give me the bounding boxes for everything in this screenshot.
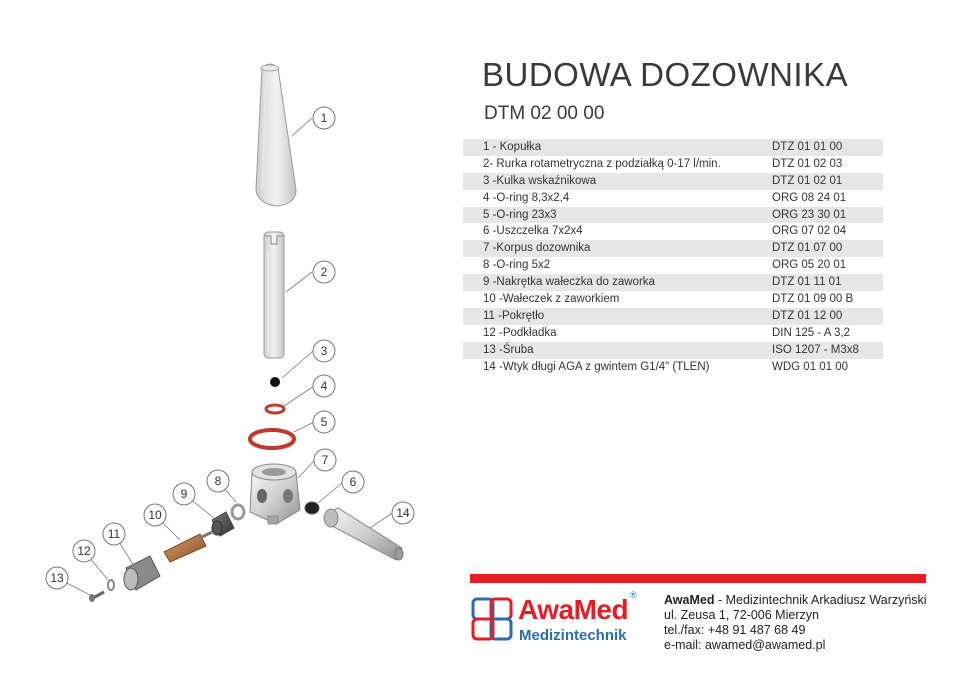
part-row xyxy=(463,139,883,156)
callout-number: 12 xyxy=(77,544,91,558)
part-row xyxy=(463,308,883,325)
callout-number: 14 xyxy=(396,506,410,520)
part-row xyxy=(463,223,883,240)
footer-red-bar xyxy=(470,574,926,583)
part-row xyxy=(463,207,883,224)
part-code: DIN 125 - A 3,2 xyxy=(772,326,850,339)
part-row xyxy=(463,291,883,308)
part-name: 13 -Śruba xyxy=(483,343,534,356)
logo-text: AwaMed xyxy=(518,594,629,625)
part-row xyxy=(463,274,883,291)
part-name: 12 -Podkładka xyxy=(483,326,557,339)
callout-1 xyxy=(313,107,335,129)
callout-number: 5 xyxy=(320,415,328,429)
part-code: DTZ 01 02 03 xyxy=(772,157,843,170)
part-row xyxy=(463,342,883,359)
part-code: ORG 07 02 04 xyxy=(772,225,847,238)
callout-9 xyxy=(173,483,195,505)
part-code: DTZ 01 02 01 xyxy=(772,174,843,187)
callout-number: 11 xyxy=(107,527,121,541)
callout-4 xyxy=(313,375,335,397)
part-code: DTZ 01 11 01 xyxy=(772,276,842,289)
callout-12 xyxy=(73,540,95,562)
callout-number: 9 xyxy=(180,487,188,501)
callouts xyxy=(0,0,470,682)
contact-address: ul. Zeusa 1, 72-006 Mierzyn xyxy=(664,608,819,622)
callout-number: 4 xyxy=(320,379,328,393)
part-name: 5 -O-ring 23x3 xyxy=(483,208,557,221)
callout-6 xyxy=(342,471,364,493)
callout-number: 2 xyxy=(320,265,328,279)
part-code: DTZ 01 01 00 xyxy=(772,141,843,153)
callout-3 xyxy=(313,340,335,362)
part-code: ORG 05 20 01 xyxy=(772,259,847,272)
callout-13 xyxy=(46,567,68,589)
part-row xyxy=(463,156,883,173)
callout-number: 1 xyxy=(320,111,328,125)
callout-10 xyxy=(144,504,166,526)
part-row xyxy=(463,173,883,190)
callout-number: 3 xyxy=(320,344,328,358)
part-name: 4 -O-ring 8,3x2,4 xyxy=(483,191,570,204)
part-row xyxy=(463,325,883,342)
contact-email[interactable]: e-mail: awamed@awamed.pl xyxy=(664,638,826,652)
part-code: WDG 01 01 00 xyxy=(772,360,849,373)
callout-5 xyxy=(313,411,335,433)
logo-mark-icon xyxy=(470,596,518,646)
part-code: DTZ 01 12 00 xyxy=(772,309,843,322)
page-title: BUDOWA DOZOWNIKA xyxy=(482,56,849,93)
part-name: 1 - Kopułka xyxy=(483,141,542,153)
company-logo xyxy=(470,592,640,648)
part-code: DTZ 01 07 00 xyxy=(772,242,843,255)
callout-7 xyxy=(314,449,336,471)
callout-14 xyxy=(392,502,414,524)
part-name: 10 -Wałeczek z zaworkiem xyxy=(483,293,620,306)
part-code: ISO 1207 - M3x8 xyxy=(772,343,859,356)
callout-number: 10 xyxy=(148,508,162,522)
part-name: 14 -Wtyk długi AGA z gwintem G1/4" (TLEN) xyxy=(483,360,710,373)
part-code: ORG 08 24 01 xyxy=(772,191,847,204)
part-row xyxy=(463,257,883,274)
callout-number: 8 xyxy=(214,474,222,488)
part-name: 6 -Uszczelka 7x2x4 xyxy=(483,225,583,238)
part-name: 2- Rurka rotametryczna z podziałką 0-17 l/min. xyxy=(483,157,721,170)
part-row xyxy=(463,190,883,207)
parts-list xyxy=(463,139,883,375)
logo-subtext: Medizintechnik xyxy=(519,627,627,644)
callout-number: 6 xyxy=(349,475,357,489)
part-name: 3 -Kulka wskaźnikowa xyxy=(483,174,597,187)
callout-11 xyxy=(103,523,125,545)
part-row xyxy=(463,240,883,257)
page-subtitle: DTM 02 00 00 xyxy=(484,103,605,124)
contact-block xyxy=(664,593,927,653)
part-name: 11 -Pokrętło xyxy=(483,309,545,322)
callout-number: 13 xyxy=(50,571,64,585)
part-code: DTZ 01 09 00 B xyxy=(772,293,854,306)
part-name: 9 -Nakrętka wałeczka do zaworka xyxy=(483,276,655,289)
contact-phone: tel./fax: +48 91 487 68 49 xyxy=(664,623,806,637)
part-name: 7 -Korpus dozownika xyxy=(483,242,591,255)
callout-2 xyxy=(313,261,335,283)
part-code: ORG 23 30 01 xyxy=(772,208,847,221)
callout-number: 7 xyxy=(321,453,329,467)
contact-company: AwaMed - Medizintechnik Arkadiusz Warzyński xyxy=(664,593,927,607)
part-row xyxy=(463,359,883,376)
logo-registered: ® xyxy=(630,590,637,600)
callout-8 xyxy=(207,470,229,492)
part-name: 8 -O-ring 5x2 xyxy=(483,259,551,272)
